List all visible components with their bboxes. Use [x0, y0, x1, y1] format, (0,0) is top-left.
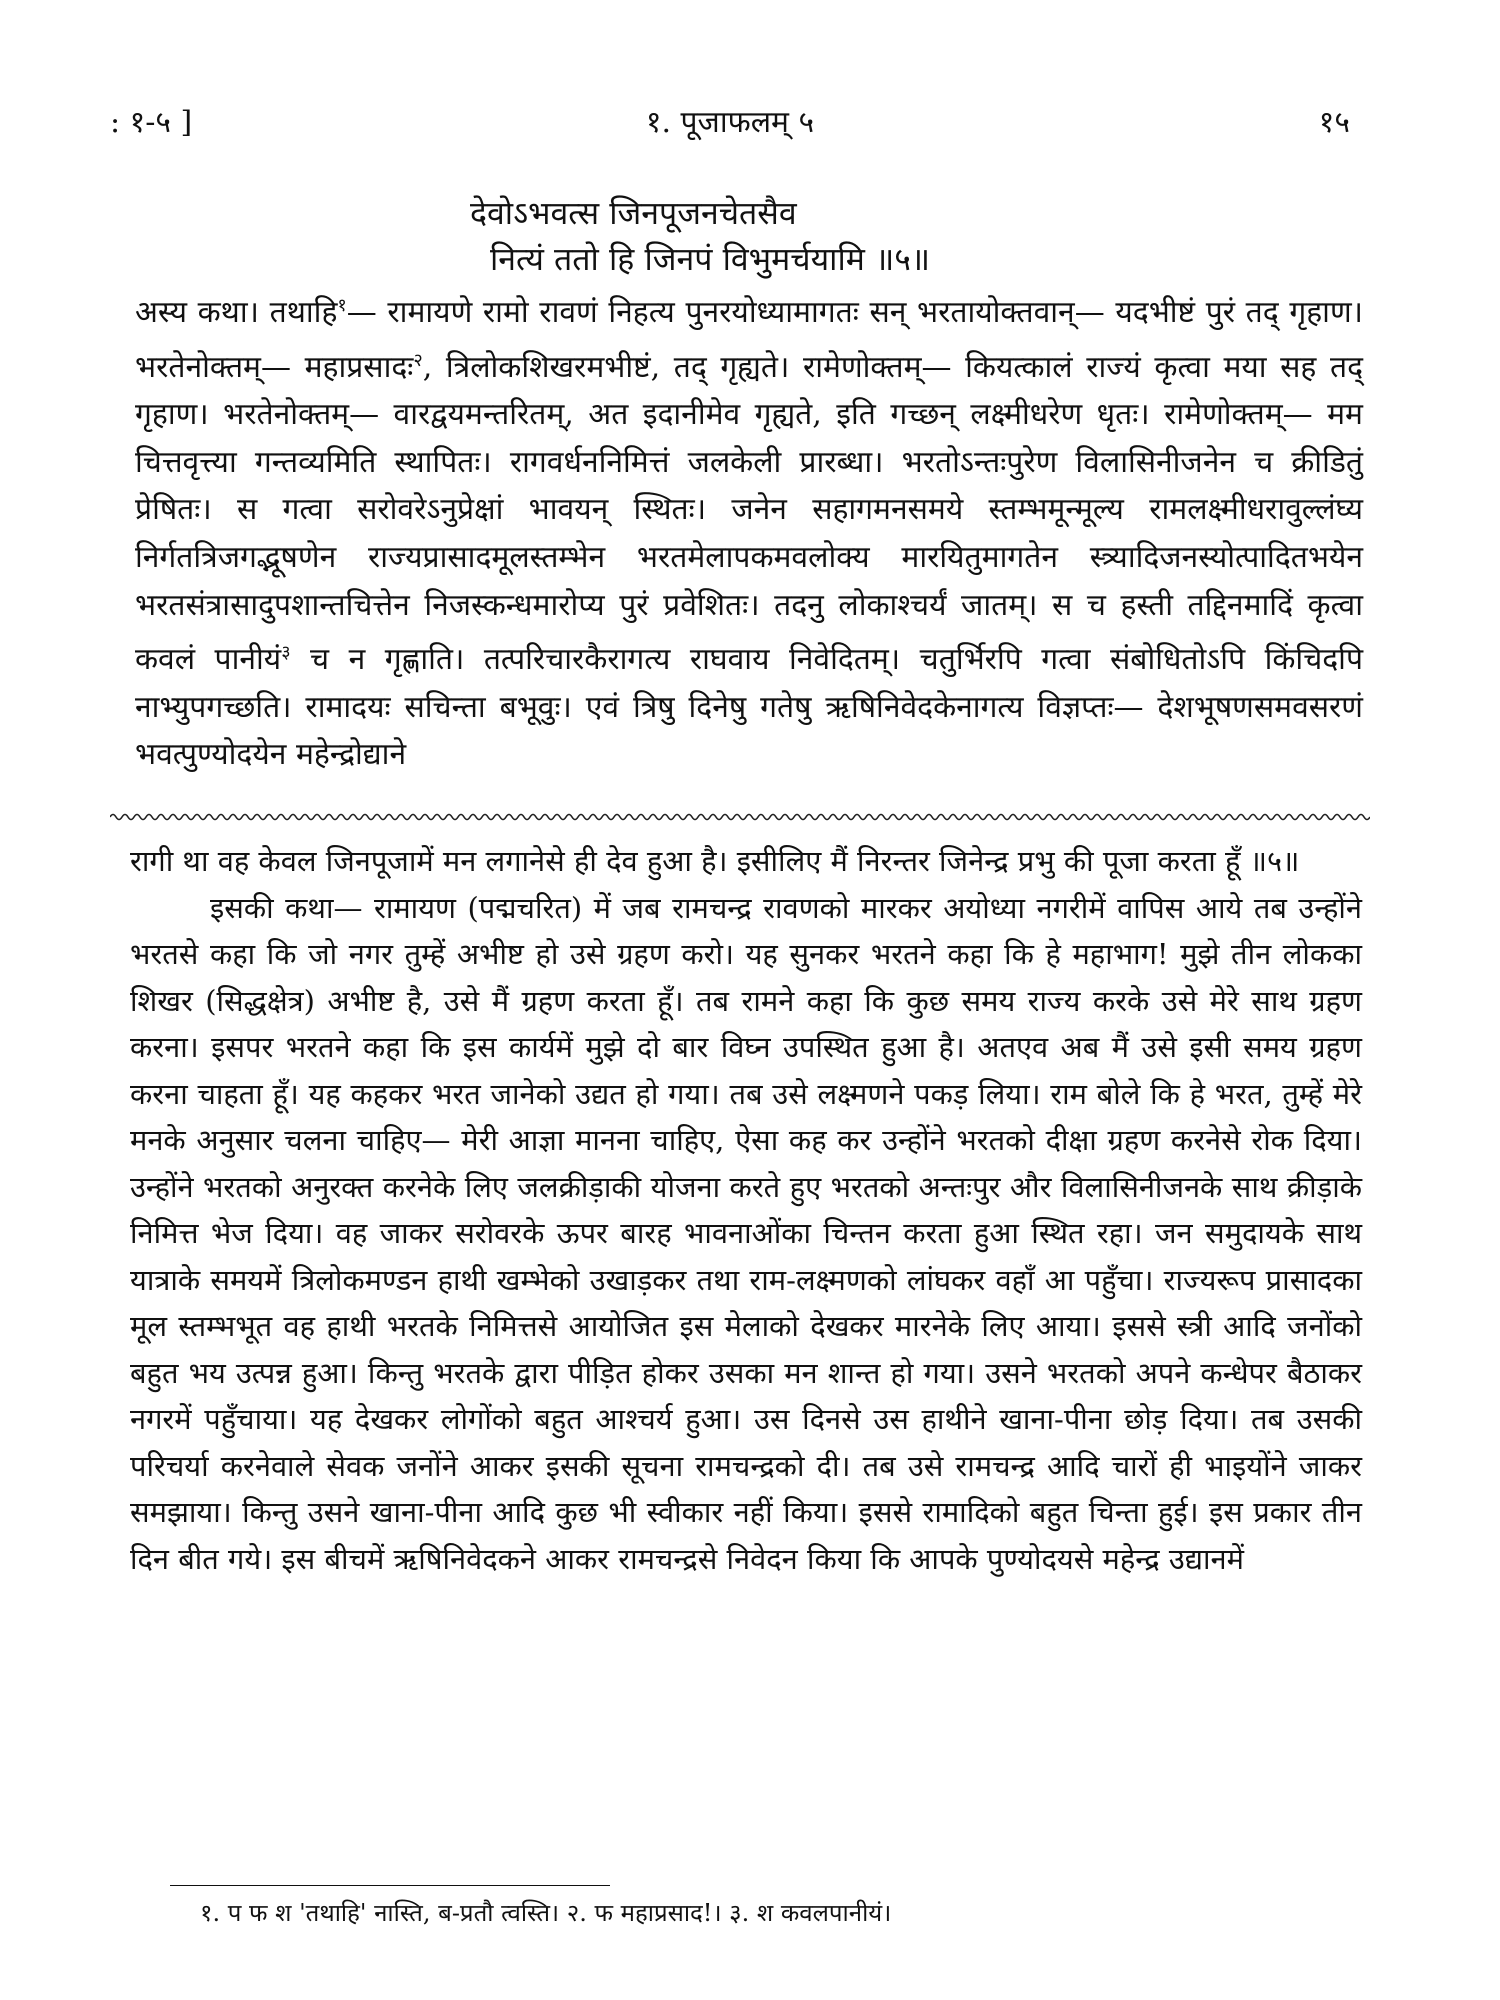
footnote-marker-3: ३: [281, 642, 291, 664]
translation-paragraph-2: इसकी कथा— रामायण (पद्मचरित) में जब रामचन्द्र रावणको मारकर अयोध्या नगरीमें वापिस आये तब उन्होंने भरतसे कहा कि जो नगर तुम्हें अभीष्ट हो उसे ग्रहण करो। यह सुनकर भरतने कहा कि हे महाभाग! मुझे तीन लोकका शिखर (सिद्धक्षेत्र) अभीष्ट है, उसे मैं ग्रहण करता हूँ। तब रामने कहा कि कुछ समय राज्य करके उसे मेरे साथ ग्रहण करना। इसपर भरतने कहा कि इस कार्यमें मुझे दो बार विघ्न उपस्थित हुआ है। अतएव अब मैं उसे इसी समय ग्रहण करना चाहता हूँ। यह कहकर भरत जानेको उद्यत हो गया। तब उसे लक्ष्मणने पकड़ लिया। राम बोले कि हे भरत, तुम्हें मेरे मनके अनुसार चलना चाहिए— मेरी आज्ञा मानना चाहिए, ऐसा कह कर उन्होंने भरतको दीक्षा ग्रहण करनेसे रोक दिया। उन्होंने भरतको अनुरक्त करनेके लिए जलक्रीड़ाकी योजना करते हुए भरतको अन्तःपुर और विलासिनीजनके साथ क्रीड़ाके निमित्त भेज दिया। वह जाकर सरोवरके ऊपर बारह भावनाओंका चिन्तन करता हुआ स्थित रहा। जन समुदायके साथ यात्राके समयमें त्रिलोकमण्डन हाथी खम्भेको उखाड़कर तथा राम-लक्ष्मणको लांघकर वहाँ आ पहुँचा। राज्यरूप प्रासादका मूल स्तम्भभूत वह हाथी भरतके निमित्तसे आयोजित इस मेलाको देखकर मारनेके लिए आया। इससे स्त्री आदि जनोंको बहुत भय उत्पन्न हुआ। किन्तु भरतके द्वारा पीड़ित होकर उसका मन शान्त हो गया। उसने भरतको अपने कन्धेपर बैठाकर नगरमें पहुँचाया। यह देखकर लोगोंको बहुत आश्चर्य हुआ। उस दिनसे उस हाथीने खाना-पीना छोड़ दिया। तब उसकी परिचर्या करनेवाले सेवक जनोंने आकर इसकी सूचना रामचन्द्रको दी। तब उसे रामचन्द्र आदि चारों ही भाइयोंने जाकर समझाया। किन्तु उसने खाना-पीना आदि कुछ भी स्वीकार नहीं किया। इससे रामादिको बहुत चिन्ता हुई। इस प्रकार तीन दिन बीत गये। इस बीचमें ऋषिनिवेदकने आकर रामचन्द्रसे निवेदन किया कि आपके पुण्योदयसे महेन्द्र उद्यानमें: [130, 890, 1362, 1576]
verse-block: [470, 190, 1270, 282]
verse-line-1: देवोऽभवत्स जिनपूजनचेतसैव: [470, 194, 797, 232]
hindi-translation: [130, 838, 1362, 1582]
sanskrit-segment-1: अस्य कथा। तथाहि: [135, 295, 338, 330]
sanskrit-segment-4: च न गृह्णाति। तत्परिचारकैरागत्य राघवाय निवेदितम्। चतुर्भिरपि गत्वा संबोधितोऽपि किंचिदपि नाभ्युपगच्छति। रामादयः सचिन्ता बभूवुः। एवं त्रिषु दिनेषु गतेषु ऋषिनिवेदकेनागत्य विज्ञप्तः— देशभूषणसमवसरणं भवत्पुण्योदयेन महेन्द्रोद्याने: [135, 642, 1363, 773]
wavy-divider: [110, 810, 1370, 824]
sanskrit-segment-3: , त्रिलोकशिखरमभीष्टं, तद् गृह्यते। रामेणोक्तम्— कियत्कालं राज्यं कृत्वा मया सह तद् गृहाण। भरतेनोक्तम्— वारद्वयमन्तरितम्, अत इदानीमेव गृह्यते, इति गच्छन् लक्ष्मीधरेण धृतः। रामेणोक्तम्— मम चित्तवृत्त्या गन्तव्यमिति स्थापितः। रागवर्धननिमित्तं जलकेली प्रारब्धा। भरतोऽन्तःपुरेण विलासिनीजनेन च क्रीडितुं प्रेषितः। स गत्वा सरोवरेऽनुप्रेक्षां भावयन् स्थितः। जनेन सहागमनसमये स्तम्भमून्मूल्य रामलक्ष्मीधरावुल्लंघ्य निर्गतत्रिजगद्भूषणेन राज्यप्रासादमूलस्तम्भेन भरतमेलापकमवलोक्य मारयितुमागतेन स्त्र्यादिजनस्योत्पादितभयेन भरतसंत्रासादुपशान्तचित्तेन निजस्कन्धमारोप्य पुरं प्रवेशितः। तदनु लोकाश्चर्यं जातम्। स च हस्ती तद्दिनमादिं कृत्वा कवलं पानीयं: [135, 349, 1363, 678]
footnotes: १. प फ श 'तथाहि' नास्ति, ब-प्रतौ त्वस्ति। २. फ महाप्रसाद!। ३. श कवलपानीयं।: [200, 1899, 892, 1927]
header-title: १. पूजाफलम् ५: [645, 105, 815, 140]
verse-line-2: नित्यं ततो हि जिनपं विभुमर्चयामि ॥५॥: [490, 240, 931, 278]
sanskrit-commentary: [135, 282, 1363, 779]
footnote-marker-1: १: [337, 295, 347, 316]
page-number: १५: [1318, 105, 1350, 140]
running-header: [110, 100, 1350, 146]
footnote-marker-2: २: [413, 349, 423, 371]
sanskrit-segment-2: — रामायणे रामो रावणं निहत्य पुनरयोध्यामागतः सन् भरतायोक्तवान्— यदभीष्टं पुरं तद् गृहाण। भरतेनोक्तम्— महाप्रसादः: [135, 295, 1364, 385]
header-verse-range: : १-५ ]: [110, 105, 193, 140]
footnote-rule: [170, 1885, 610, 1886]
translation-paragraph-1: रागी था वह केवल जिनपूजामें मन लगानेसे ही देव हुआ है। इसीलिए मैं निरन्तर जिनेन्द्र प्रभु की पूजा करता हूँ ॥५॥: [130, 844, 1300, 878]
